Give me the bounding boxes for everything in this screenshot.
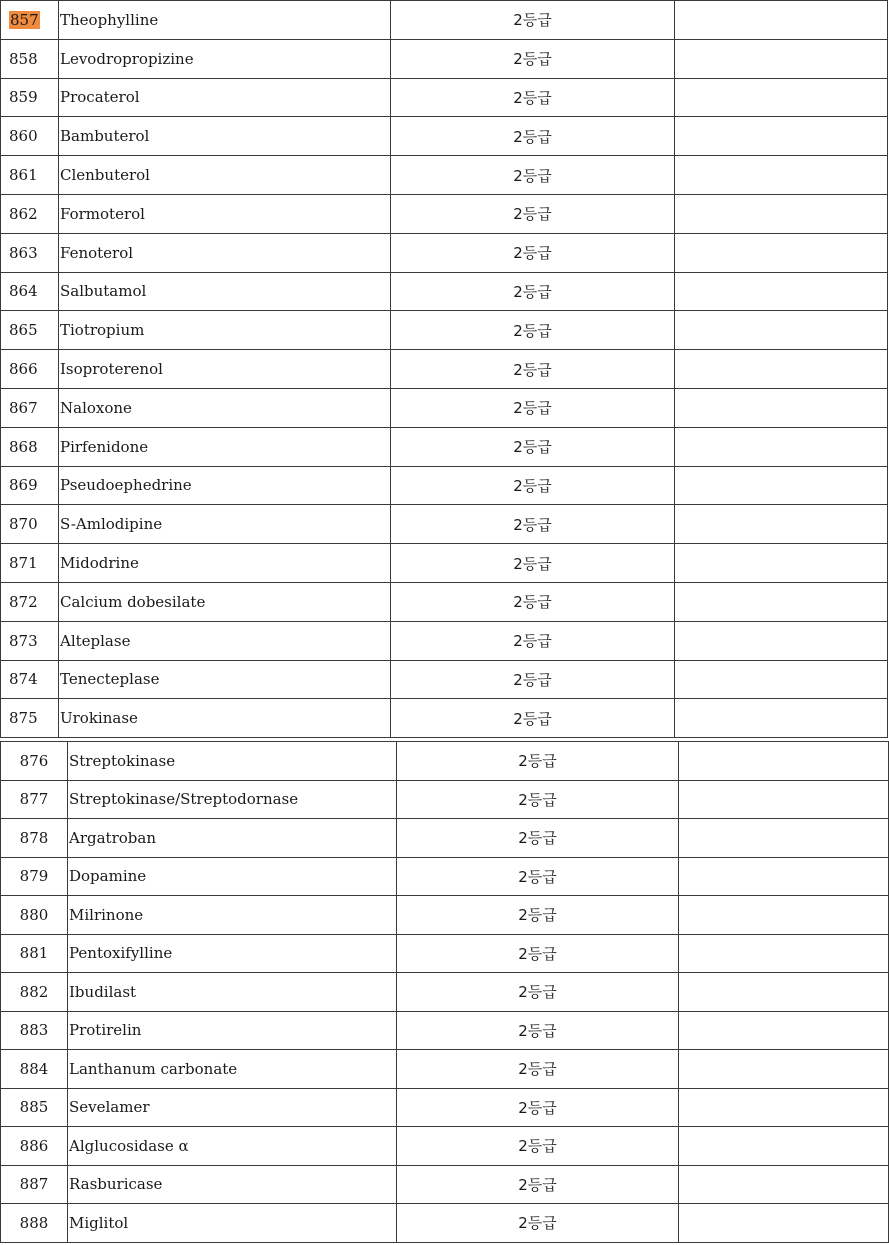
row-number: 860 [9, 127, 38, 146]
row-number-cell [1, 742, 68, 781]
row-number-cell [1, 117, 59, 156]
grade-cell: 2등급 [391, 272, 675, 311]
note-cell [679, 1204, 889, 1243]
row-number-cell [1, 233, 59, 272]
table-row [1, 660, 888, 699]
drug-name-cell: Lanthanum carbonate [68, 1050, 397, 1089]
table-row [1, 699, 888, 738]
table-row [1, 1204, 889, 1243]
row-number-cell [1, 39, 59, 78]
row-number-cell [1, 1088, 68, 1127]
table-row [1, 819, 889, 858]
row-number: 881 [19, 944, 49, 963]
table-row [1, 1050, 889, 1089]
table-row [1, 350, 888, 389]
note-cell [679, 1011, 889, 1050]
note-cell [675, 233, 888, 272]
drug-name-cell: Streptokinase [68, 742, 397, 781]
note-cell [679, 1050, 889, 1089]
drug-name-cell: S-Amlodipine [59, 505, 391, 544]
grade-cell: 2등급 [397, 934, 679, 973]
drug-name-cell: Levodropropizine [59, 39, 391, 78]
row-number: 865 [9, 321, 38, 340]
grade-cell: 2등급 [391, 350, 675, 389]
row-number-cell [1, 660, 59, 699]
row-number: 864 [9, 282, 38, 301]
table-row [1, 973, 889, 1012]
row-number-cell [1, 505, 59, 544]
grade-cell: 2등급 [391, 388, 675, 427]
row-number-cell [1, 156, 59, 195]
drug-name-cell: Pseudoephedrine [59, 466, 391, 505]
note-cell [675, 660, 888, 699]
table-row [1, 934, 889, 973]
row-number-cell [1, 699, 59, 738]
grade-cell: 2등급 [397, 1127, 679, 1166]
row-number: 870 [9, 515, 38, 534]
row-number-cell [1, 388, 59, 427]
drug-table-bottom [0, 741, 889, 1243]
note-cell [679, 973, 889, 1012]
row-number: 884 [19, 1059, 49, 1078]
drug-name-cell: Procaterol [59, 78, 391, 117]
grade-cell: 2등급 [397, 1204, 679, 1243]
row-number-cell [1, 1011, 68, 1050]
drug-name-cell: Alglucosidase α [68, 1127, 397, 1166]
drug-name-cell: Fenoterol [59, 233, 391, 272]
row-number-cell [1, 350, 59, 389]
note-cell [675, 621, 888, 660]
note-cell [679, 742, 889, 781]
table-row [1, 505, 888, 544]
row-number-cell [1, 621, 59, 660]
row-number: 858 [9, 49, 38, 68]
grade-cell: 2등급 [391, 311, 675, 350]
row-number: 862 [9, 204, 38, 223]
row-number-cell [1, 544, 59, 583]
grade-cell: 2등급 [397, 780, 679, 819]
row-number: 866 [9, 360, 38, 379]
note-cell [679, 896, 889, 935]
row-number: 871 [9, 554, 38, 573]
table-row [1, 233, 888, 272]
row-number-cell [1, 582, 59, 621]
note-cell [679, 934, 889, 973]
note-cell [675, 699, 888, 738]
row-number: 877 [19, 790, 49, 809]
row-number: 867 [9, 398, 38, 417]
drug-name-cell: Theophylline [59, 1, 391, 40]
row-number-cell [1, 427, 59, 466]
grade-cell: 2등급 [397, 742, 679, 781]
row-number-cell [1, 973, 68, 1012]
drug-name-cell: Formoterol [59, 194, 391, 233]
note-cell [679, 780, 889, 819]
note-cell [675, 1, 888, 40]
note-cell [675, 117, 888, 156]
drug-table-bottom-body [1, 742, 889, 1243]
drug-name-cell: Isoproterenol [59, 350, 391, 389]
drug-table-top-body [1, 1, 888, 738]
note-cell [675, 544, 888, 583]
drug-name-cell: Argatroban [68, 819, 397, 858]
drug-name-cell: Midodrine [59, 544, 391, 583]
table-row [1, 78, 888, 117]
grade-cell: 2등급 [391, 194, 675, 233]
drug-name-cell: Salbutamol [59, 272, 391, 311]
drug-name-cell: Alteplase [59, 621, 391, 660]
grade-cell: 2등급 [391, 233, 675, 272]
table-row [1, 780, 889, 819]
row-number-cell [1, 819, 68, 858]
table-row [1, 1088, 889, 1127]
row-number: 879 [19, 867, 49, 886]
drug-name-cell: Tenecteplase [59, 660, 391, 699]
grade-cell: 2등급 [391, 1, 675, 40]
grade-cell: 2등급 [397, 1088, 679, 1127]
grade-cell: 2등급 [391, 117, 675, 156]
drug-name-cell: Pirfenidone [59, 427, 391, 466]
note-cell [679, 857, 889, 896]
grade-cell: 2등급 [391, 699, 675, 738]
note-cell [675, 350, 888, 389]
table-row [1, 1165, 889, 1204]
note-cell [679, 1127, 889, 1166]
row-number-cell [1, 1, 59, 40]
row-number: 874 [9, 670, 38, 689]
note-cell [675, 39, 888, 78]
table-row [1, 272, 888, 311]
drug-name-cell: Tiotropium [59, 311, 391, 350]
grade-cell: 2등급 [391, 505, 675, 544]
drug-name-cell: Pentoxifylline [68, 934, 397, 973]
row-number-cell [1, 466, 59, 505]
row-number-cell [1, 1050, 68, 1089]
table-row [1, 896, 889, 935]
table-row [1, 544, 888, 583]
row-number-cell [1, 78, 59, 117]
grade-cell: 2등급 [397, 973, 679, 1012]
row-number: 859 [9, 88, 38, 107]
row-number-cell [1, 272, 59, 311]
drug-name-cell: Clenbuterol [59, 156, 391, 195]
note-cell [675, 388, 888, 427]
table-row [1, 1011, 889, 1050]
table-row [1, 742, 889, 781]
table-row [1, 1, 888, 40]
row-number: 857 [10, 10, 39, 29]
drug-name-cell: Calcium dobesilate [59, 582, 391, 621]
table-row [1, 117, 888, 156]
row-number: 861 [9, 166, 38, 185]
drug-name-cell: Ibudilast [68, 973, 397, 1012]
row-number-cell [1, 194, 59, 233]
row-number: 880 [19, 905, 49, 924]
row-number: 888 [19, 1213, 49, 1232]
row-number: 869 [9, 476, 38, 495]
note-cell [675, 582, 888, 621]
row-number-cell [1, 934, 68, 973]
note-cell [675, 156, 888, 195]
grade-cell: 2등급 [391, 156, 675, 195]
row-number: 887 [19, 1175, 49, 1194]
grade-cell: 2등급 [391, 466, 675, 505]
note-cell [679, 1088, 889, 1127]
note-cell [675, 311, 888, 350]
row-number: 863 [9, 243, 38, 262]
note-cell [675, 78, 888, 117]
drug-name-cell: Protirelin [68, 1011, 397, 1050]
note-cell [675, 466, 888, 505]
table-row [1, 466, 888, 505]
row-number: 878 [19, 828, 49, 847]
grade-cell: 2등급 [397, 1050, 679, 1089]
grade-cell: 2등급 [397, 1165, 679, 1204]
grade-cell: 2등급 [391, 660, 675, 699]
table-row [1, 39, 888, 78]
table-row [1, 427, 888, 466]
grade-cell: 2등급 [397, 896, 679, 935]
row-number: 886 [19, 1136, 49, 1155]
drug-name-cell: Streptokinase/Streptodornase [68, 780, 397, 819]
grade-cell: 2등급 [391, 544, 675, 583]
grade-cell: 2등급 [391, 621, 675, 660]
row-number: 885 [19, 1098, 49, 1117]
table-row [1, 311, 888, 350]
note-cell [679, 1165, 889, 1204]
row-number-cell [1, 1204, 68, 1243]
note-cell [675, 427, 888, 466]
table-row [1, 1127, 889, 1166]
drug-name-cell: Milrinone [68, 896, 397, 935]
grade-cell: 2등급 [391, 582, 675, 621]
row-number: 868 [9, 437, 38, 456]
row-number-cell [1, 896, 68, 935]
grade-cell: 2등급 [391, 78, 675, 117]
note-cell [675, 272, 888, 311]
row-number: 875 [9, 709, 38, 728]
row-number-cell [1, 1127, 68, 1166]
drug-name-cell: Naloxone [59, 388, 391, 427]
grade-cell: 2등급 [391, 427, 675, 466]
row-number-cell [1, 1165, 68, 1204]
grade-cell: 2등급 [391, 39, 675, 78]
drug-name-cell: Dopamine [68, 857, 397, 896]
table-row [1, 388, 888, 427]
table-row [1, 621, 888, 660]
drug-name-cell: Bambuterol [59, 117, 391, 156]
table-row [1, 857, 889, 896]
row-number: 882 [19, 982, 49, 1001]
table-row [1, 156, 888, 195]
drug-name-cell: Miglitol [68, 1204, 397, 1243]
grade-cell: 2등급 [397, 1011, 679, 1050]
table-row [1, 582, 888, 621]
row-number-cell [1, 311, 59, 350]
row-number-cell [1, 780, 68, 819]
row-number: 873 [9, 631, 38, 650]
row-number: 872 [9, 592, 38, 611]
table-row [1, 194, 888, 233]
row-number: 876 [19, 751, 49, 770]
grade-cell: 2등급 [397, 819, 679, 858]
drug-name-cell: Rasburicase [68, 1165, 397, 1204]
row-number-cell [1, 857, 68, 896]
drug-name-cell: Urokinase [59, 699, 391, 738]
grade-cell: 2등급 [397, 857, 679, 896]
note-cell [675, 194, 888, 233]
row-number: 883 [19, 1021, 49, 1040]
drug-name-cell: Sevelamer [68, 1088, 397, 1127]
note-cell [679, 819, 889, 858]
note-cell [675, 505, 888, 544]
